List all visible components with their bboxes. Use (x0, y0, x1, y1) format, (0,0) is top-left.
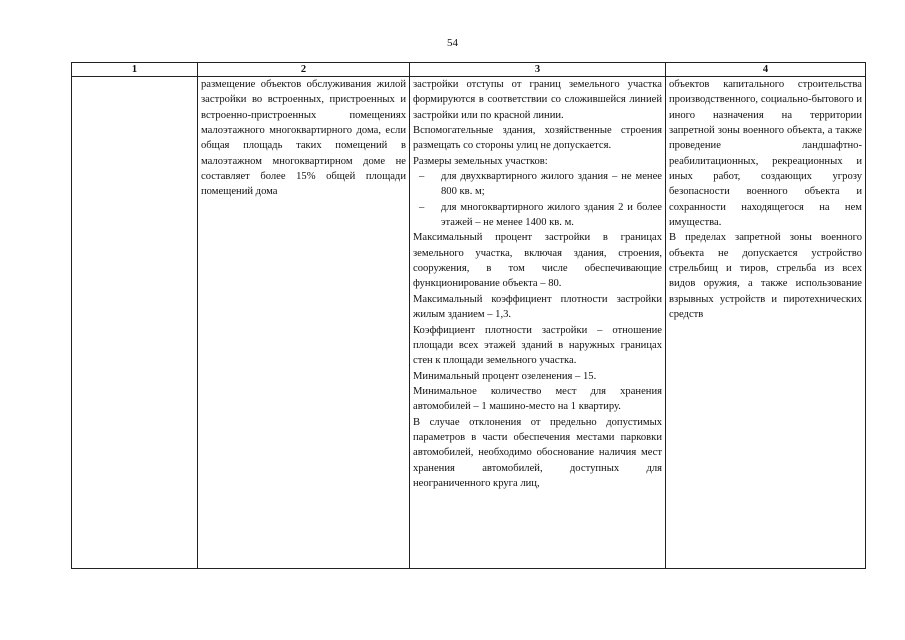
cell-col-3 (410, 77, 666, 569)
table-row (72, 77, 866, 569)
max-coverage-paragraph: Максимальный процент застройки в границах земельного участка, включая здания, строения, сооружения, в том числе обеспечивающие функционирование объекта – 80. (413, 232, 662, 290)
cell-col-1 (72, 77, 198, 569)
parking-paragraph: Минимальное количество мест для хранения автомобилей – 1 машино-место на 1 квартиру. (413, 385, 662, 413)
list-item: – для двухквартирного жилого здания – не менее 800 кв. м; (413, 169, 662, 200)
plot-sizes-list (413, 169, 662, 230)
permitted-use-text: размещение объектов обслуживания жилой застройки во встроенных, пристроенных и встроенно-пристроенных помещениях малоэтажного многоквартирного дома, если общая площадь таких помещений в малоэтажном многоквартирном доме не составляет более 15% общей площади помещений дома (201, 79, 406, 198)
restriction-paragraph: объектов капитального строительства производственного, социально-бытового и иного назначения на территории запретной зоны военного объекта, а также проведение ландшафтно-реабилитационных, рекреационных и иных работ, создающих угрозу безопасности военного объекта и сохранности находящегося на нем имущества. (669, 79, 862, 229)
parking-deviation-paragraph: В случае отклонения от предельно допустимых параметров в части обеспечения местами парковки автомобилей, необходимо обоснование наличия мест хранения автомобилей, доступных для неограниченного круга лиц, (413, 416, 662, 489)
header-row (72, 63, 866, 77)
column-header-3: 3 (410, 63, 666, 77)
cell-col-4 (666, 77, 866, 569)
plot-sizes-heading: Размеры земельных участков: (413, 155, 548, 167)
auxiliary-buildings-paragraph: Вспомогательные здания, хозяйственные строения размещать со стороны улиц не допускается. (413, 125, 662, 152)
military-zone-paragraph: В пределах запретной зоны военного объекта не допускается устройство стрельбищ и тиров, стрельба из всех видов оружия, а также использование взрывных устройств и пиротехнических средств (669, 232, 862, 321)
greening-paragraph: Минимальный процент озеленения – 15. (413, 370, 597, 382)
zoning-table (71, 62, 866, 569)
density-definition-paragraph: Коэффициент плотности застройки – отношение площади всех этажей зданий в наружных границах стен к площади земельного участка. (413, 324, 662, 367)
list-item: – для многоквартирного жилого здания 2 и более этажей – не менее 1400 кв. м. (413, 200, 662, 231)
column-header-1: 1 (72, 63, 198, 77)
density-coefficient-paragraph: Максимальный коэффициент плотности застройки жилым зданием – 1,3. (413, 293, 662, 321)
setback-paragraph: застройки отступы от границ земельного участка формируются в соответствии со сложившейся линией застройки или по красной линии. (413, 79, 662, 121)
page-number: 54 (447, 37, 458, 49)
column-header-2: 2 (198, 63, 410, 77)
column-header-4: 4 (666, 63, 866, 77)
cell-col-2 (198, 77, 410, 569)
